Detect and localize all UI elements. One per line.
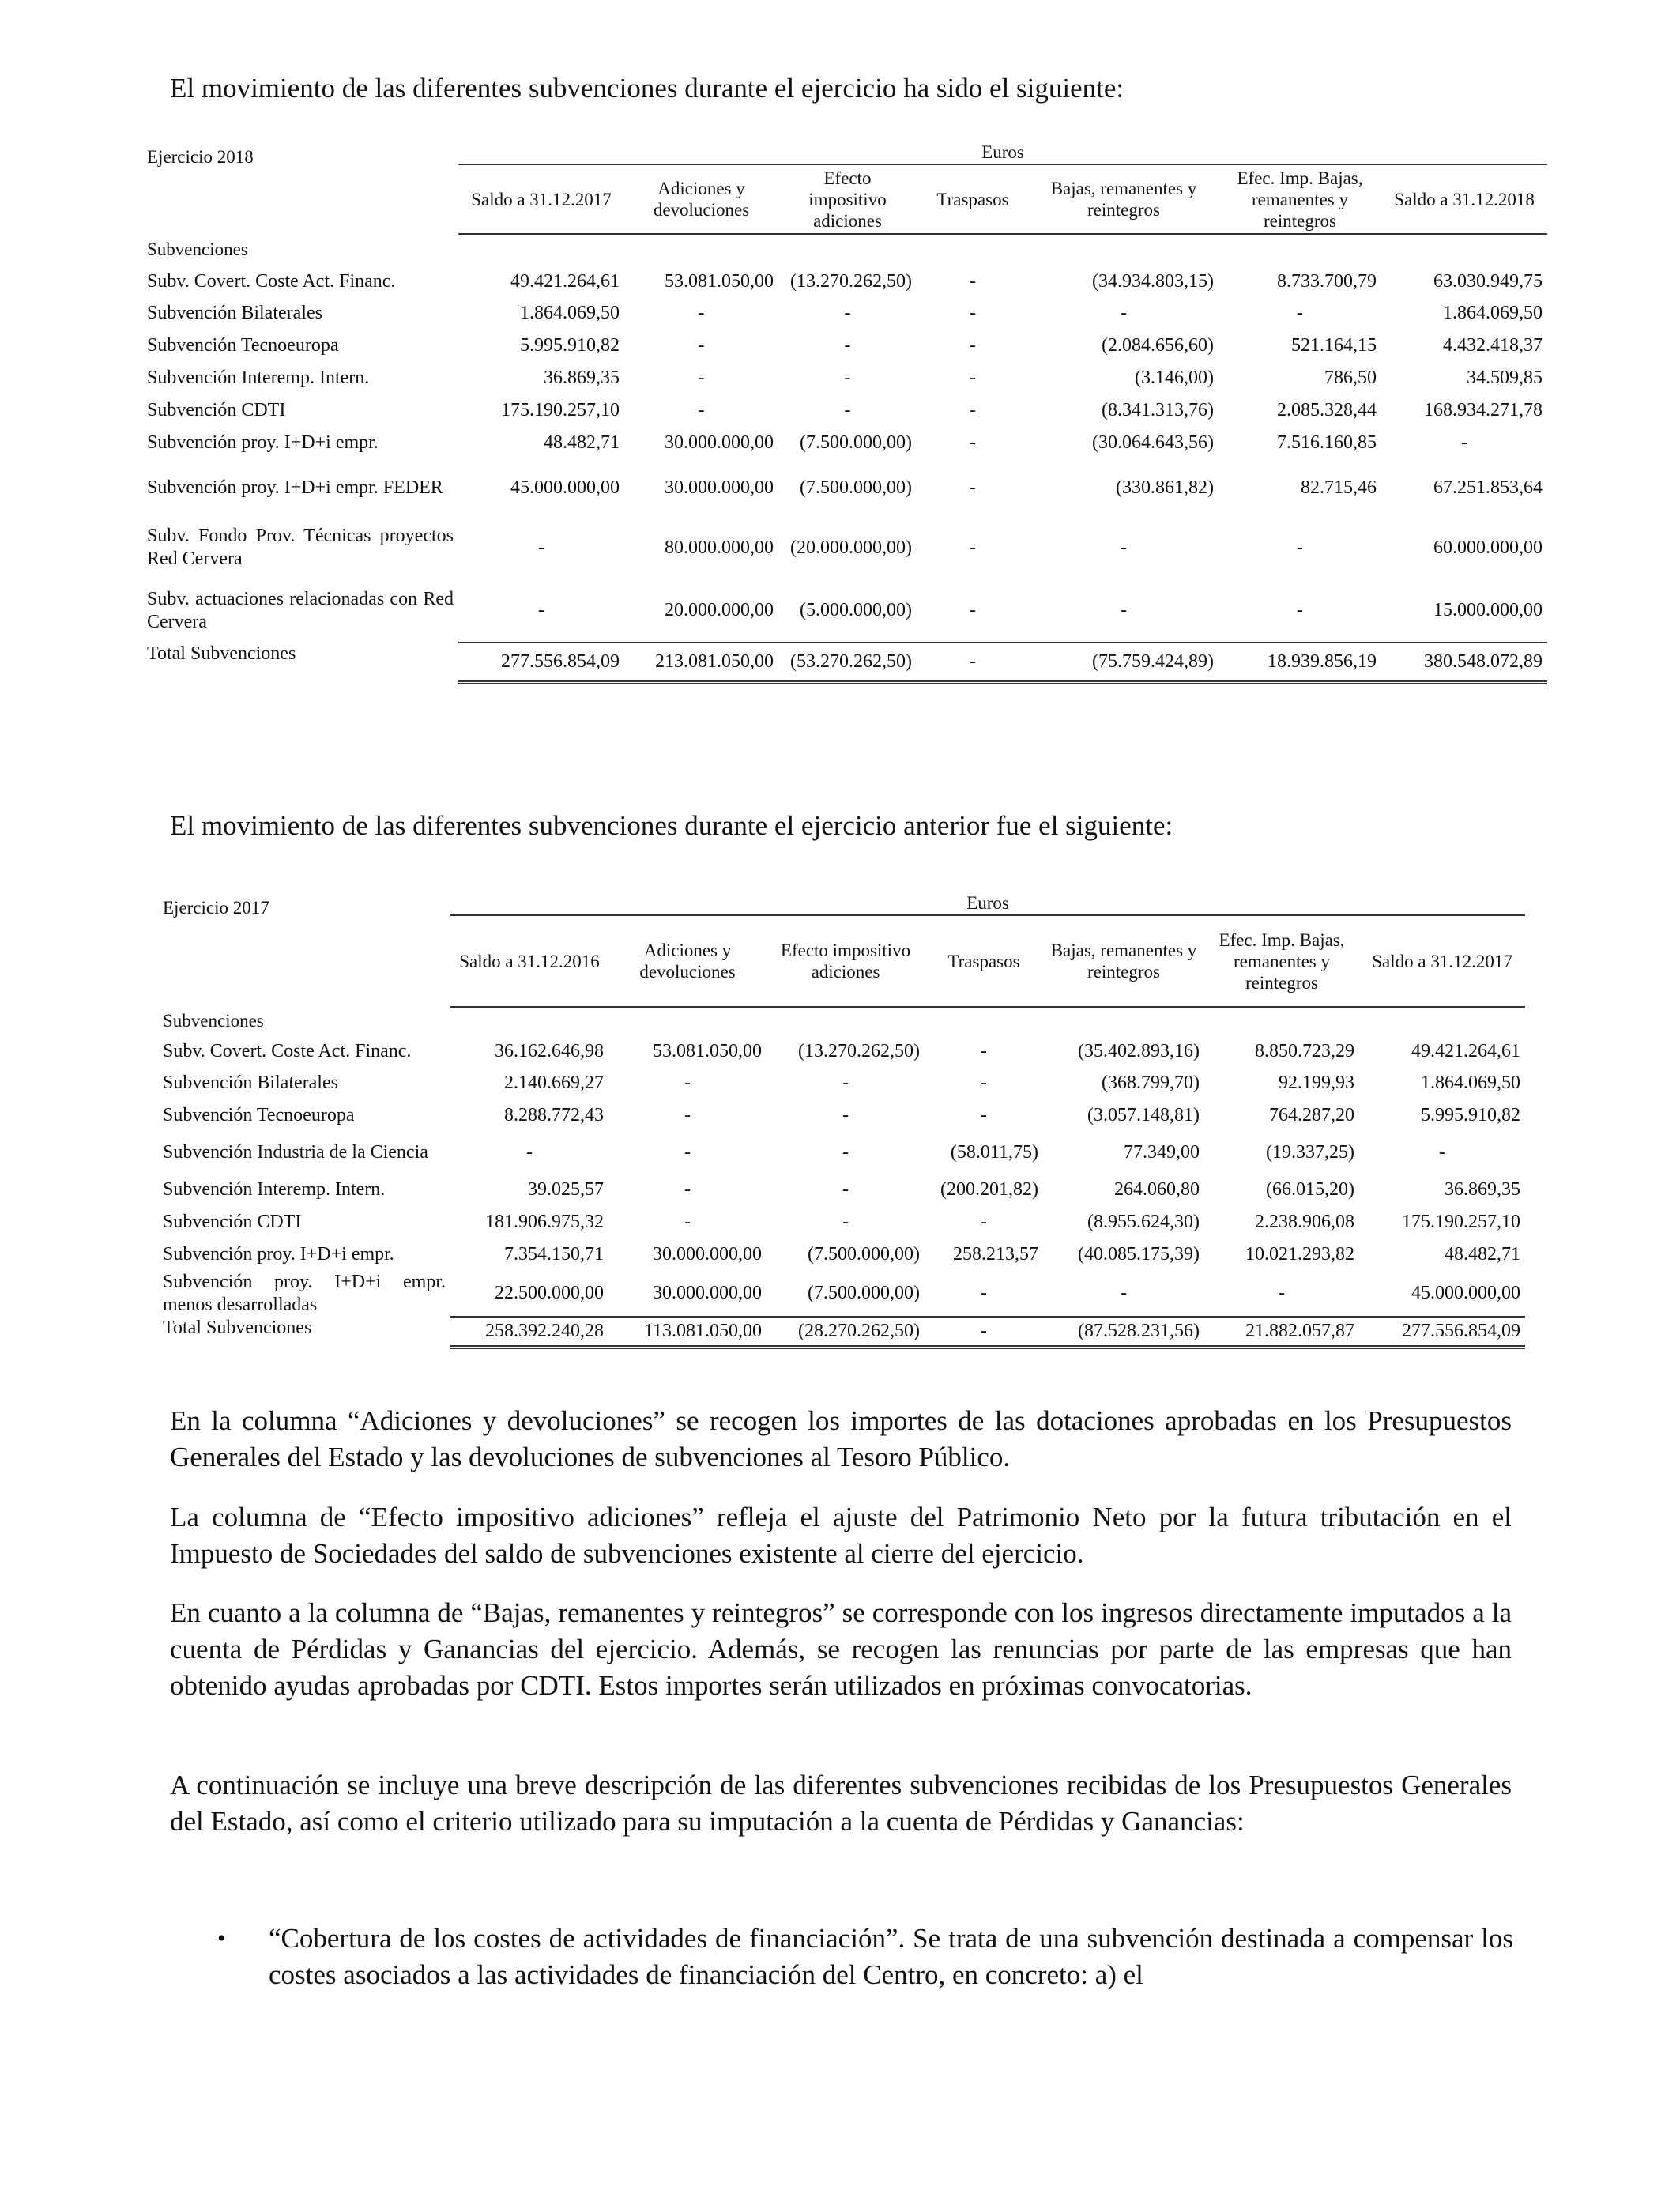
table-cell: -: [970, 335, 976, 356]
table-cell: -: [526, 1142, 533, 1163]
table-cell: (200.201,82): [940, 1179, 1038, 1200]
total-cell: -: [917, 643, 1029, 682]
row-label: Subvención proy. I+D+i empr. menos desarrolladas: [163, 1272, 446, 1315]
bullet-text: “Cobertura de los costes de actividades de financiación”. Se trata de una subvención destinada a compensar los costes asociados a las actividades de financiación del Centro, en concreto: a) el: [269, 1923, 1513, 1990]
table-cell: -: [970, 477, 976, 498]
table-cell: 1.864.069,50: [1421, 1072, 1521, 1093]
total-label: Total Subvenciones: [147, 643, 296, 664]
table-cell: (330.861,82): [1116, 477, 1214, 498]
bullet-icon: •: [217, 1925, 226, 1951]
paragraph-bajas: En cuanto a la columna de “Bajas, remanentes y reintegros” se corresponde con los ingresos directamente imputados a la cuenta de Pérdidas y Ganancias del ejercicio. Además, se recogen las renuncias por parte de las empresas que han obtenido ayudas aprobadas por CDTI. Estos importes serán utilizados en próximas convocatorias.: [170, 1597, 1512, 1701]
table-cell: -: [970, 537, 976, 558]
table-cell: 8.733.700,79: [1277, 270, 1377, 292]
table-cell: 1.864.069,50: [1443, 303, 1543, 323]
table-cell: 22.500.000,00: [495, 1283, 604, 1303]
table-cell: -: [698, 368, 705, 388]
row-label: Subvención Bilaterales: [147, 303, 322, 323]
table-cell: -: [970, 600, 976, 620]
total-cell: 18.939.856,19: [1219, 643, 1381, 682]
column-header: Adiciones y devoluciones: [608, 915, 767, 1007]
row-label: Subv. Fondo Prov. Técnicas proyectos Red Cervera: [147, 526, 454, 569]
total-cell: 113.081.050,00: [608, 1317, 767, 1347]
table-cell: -: [970, 303, 976, 323]
total-row: [158, 1317, 1525, 1347]
row-label: Subvención Industria de la Ciencia: [163, 1142, 428, 1163]
table-cell: (58.011,75): [950, 1142, 1038, 1163]
table-cell: -: [844, 400, 851, 420]
table-row: [142, 516, 1547, 579]
table-cell: 30.000.000,00: [653, 1283, 762, 1303]
table-cell: (7.500.000,00): [808, 1283, 920, 1303]
table-cell: 10.021.293,82: [1245, 1244, 1354, 1265]
table-row: [158, 1132, 1525, 1174]
table-row: [142, 579, 1547, 643]
table-cell: -: [842, 1072, 849, 1093]
column-header: Efecto impositivo adiciones: [767, 915, 925, 1007]
total-cell: (87.528.231,56): [1043, 1317, 1204, 1347]
table-cell: -: [844, 335, 851, 356]
table-cell: 7.516.160,85: [1277, 432, 1377, 453]
table-cell: 49.421.264,61: [1411, 1040, 1521, 1061]
row-label: Subvención CDTI: [147, 400, 286, 420]
table-row: [142, 330, 1547, 362]
table-2017-currency: Euros: [450, 892, 1525, 915]
column-header: Traspasos: [917, 164, 1029, 234]
row-label: Subvención proy. I+D+i empr. FEDER: [147, 477, 443, 498]
table-cell: 63.030.949,75: [1433, 270, 1543, 292]
total-cell: 213.081.050,00: [624, 643, 778, 682]
table-cell: 2.238.906,08: [1255, 1212, 1354, 1232]
intro-2018: El movimiento de las diferentes subvenciones durante el ejercicio ha sido el siguiente:: [170, 73, 1124, 104]
table-cell: -: [844, 303, 851, 323]
table-cell: (66.015,20): [1266, 1179, 1354, 1200]
table-cell: -: [538, 600, 544, 620]
table-cell: 264.060,80: [1114, 1179, 1200, 1200]
table-row: [142, 266, 1547, 297]
row-label: Subvención Tecnoeuropa: [147, 335, 339, 356]
table-cell: (7.500.000,00): [800, 477, 912, 498]
table-cell: 80.000.000,00: [665, 537, 774, 558]
table-cell: 45.000.000,00: [510, 477, 620, 498]
table-cell: 82.715,46: [1301, 477, 1377, 498]
table-2018-currency: Euros: [458, 141, 1547, 164]
table-cell: 181.906.975,32: [485, 1212, 604, 1232]
table-cell: 5.995.910,82: [520, 335, 620, 356]
table-cell: (30.064.643,56): [1092, 432, 1214, 453]
table-cell: 2.085.328,44: [1277, 400, 1377, 420]
column-header: Adiciones y devoluciones: [624, 164, 778, 234]
table-cell: 175.190.257,10: [501, 400, 620, 420]
table-row: [142, 459, 1547, 516]
total-cell: (75.759.424,89): [1029, 643, 1219, 682]
total-label: Total Subvenciones: [163, 1318, 312, 1338]
table-cell: -: [1461, 432, 1468, 453]
table-row: [158, 1271, 1525, 1317]
table-cell: (34.934.803,15): [1092, 270, 1214, 292]
row-label: Subv. Covert. Coste Act. Financ.: [163, 1040, 412, 1061]
table-cell: 175.190.257,10: [1402, 1212, 1521, 1232]
table-cell: -: [842, 1142, 849, 1163]
table-cell: (13.270.262,50): [798, 1040, 920, 1061]
paragraph-descripcion: A continuación se incluye una breve descripción de las diferentes subvenciones recibidas de los Presupuestos Generales del Estado, así como el criterio utilizado para su imputación a la cuenta de Pérdidas y Ganancias:: [170, 1770, 1512, 1837]
intro-2017: El movimiento de las diferentes subvenciones durante el ejercicio anterior fue el siguiente:: [170, 810, 1173, 841]
table-row: [142, 297, 1547, 330]
table-cell: -: [1297, 303, 1303, 323]
table-cell: 49.421.264,61: [510, 270, 620, 292]
column-header: Traspasos: [925, 915, 1043, 1007]
total-cell: -: [925, 1317, 1043, 1347]
table-cell: -: [1121, 303, 1127, 323]
table-cell: -: [981, 1105, 987, 1125]
table-cell: -: [970, 400, 976, 420]
table-cell: (5.000.000,00): [800, 600, 912, 620]
table-cell: 5.995.910,82: [1421, 1105, 1521, 1125]
table-cell: 60.000.000,00: [1433, 537, 1543, 558]
row-label: Subv. actuaciones relacionadas con Red Cervera: [147, 589, 454, 632]
table-cell: 1.864.069,50: [520, 303, 620, 323]
table-cell: -: [842, 1212, 849, 1232]
table-cell: (2.084.656,60): [1102, 335, 1214, 356]
table-cell: 786,50: [1324, 368, 1377, 388]
table-cell: -: [844, 368, 851, 388]
column-header: Bajas, remanentes y reintegros: [1029, 164, 1219, 234]
table-cell: 521.164,15: [1291, 335, 1377, 356]
paragraph-efecto-impositivo: La columna de “Efecto impositivo adiciones” refleja el ajuste del Patrimonio Neto por la futura tributación en el Impuesto de Sociedades del saldo de subvenciones existente al cierre del ejercicio.: [170, 1502, 1512, 1569]
table-cell: -: [538, 537, 544, 558]
section-label: Subvenciones: [163, 1011, 264, 1031]
table-cell: 53.081.050,00: [665, 270, 774, 292]
table-2018-label: Ejercicio 2018: [147, 147, 254, 167]
column-header: Saldo a 31.12.2017: [1359, 915, 1525, 1007]
table-cell: 48.482,71: [544, 432, 620, 453]
table-row: [142, 427, 1547, 459]
table-cell: -: [698, 400, 705, 420]
table-cell: -: [1121, 1283, 1127, 1303]
table-cell: -: [970, 432, 976, 453]
table-cell: 45.000.000,00: [1411, 1283, 1521, 1303]
table-cell: 36.162.646,98: [495, 1040, 604, 1061]
table-cell: -: [981, 1283, 987, 1303]
table-cell: 36.869,35: [1445, 1179, 1521, 1200]
table-cell: (19.337,25): [1266, 1142, 1354, 1163]
column-header: Saldo a 31.12.2016: [450, 915, 608, 1007]
table-cell: (40.085.175,39): [1078, 1244, 1200, 1265]
table-row: [158, 1099, 1525, 1132]
table-cell: -: [970, 368, 976, 388]
table-cell: (13.270.262,50): [790, 270, 912, 292]
table-cell: 8.850.723,29: [1255, 1040, 1354, 1061]
total-row: [142, 643, 1547, 682]
table-cell: 39.025,57: [528, 1179, 604, 1200]
table-cell: 36.869,35: [544, 368, 620, 388]
table-cell: (35.402.893,16): [1078, 1040, 1200, 1061]
table-2017-wrap: [158, 892, 1525, 1349]
table-cell: 67.251.853,64: [1433, 477, 1543, 498]
table-2017: [158, 892, 1525, 1349]
table-cell: (3.057.148,81): [1087, 1105, 1200, 1125]
table-cell: 2.140.669,27: [504, 1072, 604, 1093]
table-cell: -: [684, 1212, 691, 1232]
row-label: Subvención CDTI: [163, 1212, 302, 1232]
table-cell: 764.287,20: [1269, 1105, 1354, 1125]
table-cell: -: [970, 270, 976, 292]
table-cell: 77.349,00: [1124, 1142, 1200, 1163]
table-cell: -: [698, 303, 705, 323]
table-cell: 20.000.000,00: [665, 600, 774, 620]
column-header: Efec. Imp. Bajas, remanentes y reintegros: [1219, 164, 1381, 234]
table-row: [158, 1238, 1525, 1271]
column-header: Saldo a 31.12.2018: [1381, 164, 1547, 234]
table-row: [142, 362, 1547, 394]
total-cell: 21.882.057,87: [1204, 1317, 1359, 1347]
column-header: Efecto impositivo adiciones: [778, 164, 917, 234]
table-cell: 30.000.000,00: [665, 432, 774, 453]
table-cell: -: [1297, 537, 1303, 558]
table-cell: (7.500.000,00): [800, 432, 912, 453]
row-label: Subvención Interemp. Intern.: [163, 1179, 386, 1200]
row-label: Subvención Interemp. Intern.: [147, 368, 370, 388]
total-cell: 277.556.854,09: [458, 643, 624, 682]
table-cell: 168.934.271,78: [1424, 400, 1543, 420]
table-cell: -: [981, 1072, 987, 1093]
table-cell: 92.199,93: [1279, 1072, 1354, 1093]
row-label: Subvención Bilaterales: [163, 1072, 338, 1093]
table-cell: -: [684, 1142, 691, 1163]
table-cell: -: [684, 1072, 691, 1093]
table-cell: -: [684, 1179, 691, 1200]
table-cell: 48.482,71: [1445, 1244, 1521, 1265]
section-label: Subvenciones: [147, 239, 248, 259]
table-cell: 8.288.772,43: [504, 1105, 604, 1125]
paragraph-adiciones: En la columna “Adiciones y devoluciones” se recogen los importes de las dotaciones aprobadas en los Presupuestos Generales del Estado y las devoluciones de subvenciones al Tesoro Público.: [170, 1405, 1512, 1472]
table-cell: (20.000.000,00): [790, 537, 912, 558]
row-label: Subvención proy. I+D+i empr.: [147, 432, 379, 453]
table-cell: (3.146,00): [1135, 368, 1214, 388]
column-header: Efec. Imp. Bajas, remanentes y reintegros: [1204, 915, 1359, 1007]
table-cell: -: [842, 1105, 849, 1125]
table-cell: 4.432.418,37: [1443, 335, 1543, 356]
table-cell: -: [1121, 537, 1127, 558]
table-cell: -: [981, 1212, 987, 1232]
table-cell: 30.000.000,00: [665, 477, 774, 498]
table-2017-label: Ejercicio 2017: [163, 898, 269, 918]
column-header: Bajas, remanentes y reintegros: [1043, 915, 1204, 1007]
row-label: Subvención Tecnoeuropa: [163, 1105, 355, 1125]
table-cell: 34.509,85: [1467, 368, 1543, 388]
table-cell: (8.955.624,30): [1087, 1212, 1200, 1232]
total-cell: (28.270.262,50): [767, 1317, 925, 1347]
table-row: [158, 1035, 1525, 1067]
table-cell: (7.500.000,00): [808, 1244, 920, 1265]
total-cell: 277.556.854,09: [1359, 1317, 1525, 1347]
table-cell: -: [1121, 600, 1127, 620]
table-cell: -: [698, 335, 705, 356]
row-label: Subvención proy. I+D+i empr.: [163, 1244, 394, 1265]
table-cell: 53.081.050,00: [653, 1040, 762, 1061]
table-cell: 258.213,57: [953, 1244, 1038, 1265]
total-cell: 380.548.072,89: [1381, 643, 1547, 682]
table-cell: 7.354.150,71: [504, 1244, 604, 1265]
table-row: [158, 1174, 1525, 1206]
column-header: Saldo a 31.12.2017: [458, 164, 624, 234]
table-row: [158, 1206, 1525, 1238]
table-cell: (368.799,70): [1102, 1072, 1200, 1093]
table-2018: [142, 141, 1547, 684]
table-cell: 15.000.000,00: [1433, 600, 1543, 620]
table-cell: -: [842, 1179, 849, 1200]
table-row: [142, 394, 1547, 427]
table-cell: 30.000.000,00: [653, 1244, 762, 1265]
table-2018-wrap: [142, 141, 1547, 684]
row-label: Subv. Covert. Coste Act. Financ.: [147, 270, 396, 292]
table-cell: -: [981, 1040, 987, 1061]
table-cell: -: [1439, 1142, 1446, 1163]
table-cell: -: [1297, 600, 1303, 620]
table-cell: -: [684, 1105, 691, 1125]
table-cell: -: [1279, 1283, 1285, 1303]
table-cell: (8.341.313,76): [1102, 400, 1214, 420]
total-cell: 258.392.240,28: [450, 1317, 608, 1347]
table-row: [158, 1067, 1525, 1099]
total-cell: (53.270.262,50): [778, 643, 917, 682]
